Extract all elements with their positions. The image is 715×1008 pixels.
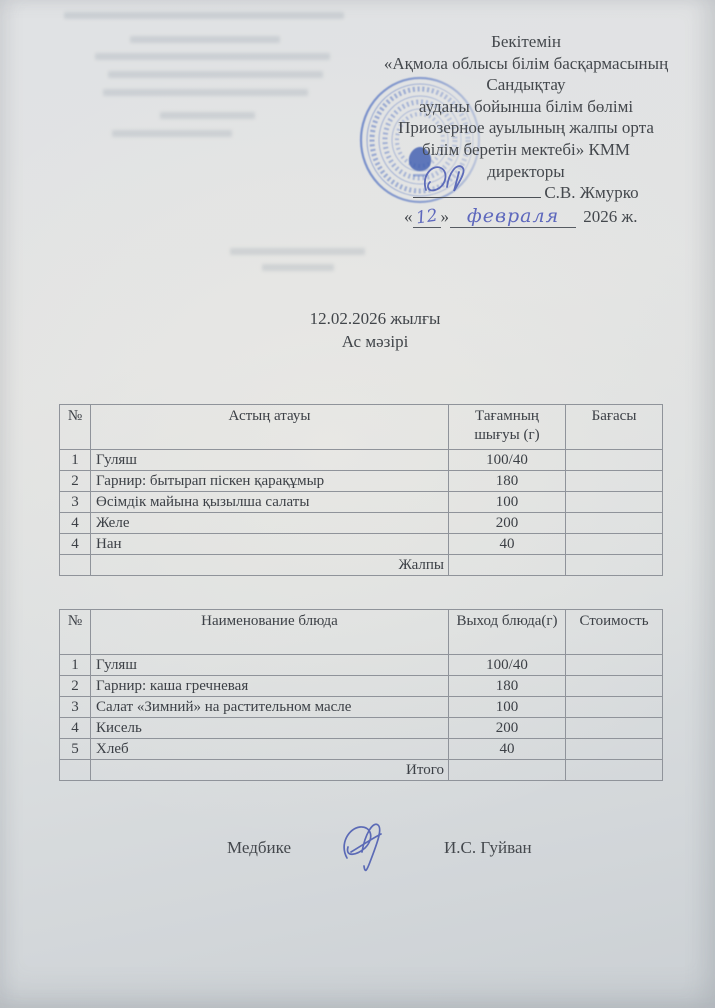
cell-price xyxy=(566,718,663,739)
cell-dish-name: Гарнир: каша гречневая xyxy=(91,676,449,697)
ghost-line xyxy=(230,248,365,255)
cell-row-number: 4 xyxy=(60,534,91,555)
cell-dish-name: Нан xyxy=(91,534,449,555)
menu-table-kazakh xyxy=(59,404,663,576)
cell-portion xyxy=(449,760,566,781)
cell-portion: 40 xyxy=(449,739,566,760)
cell-dish-name: Өсімдік майына қызылша салаты xyxy=(91,492,449,513)
total-label-cell: Жалпы xyxy=(91,555,449,576)
table-header-row xyxy=(60,610,663,655)
cell-price xyxy=(566,676,663,697)
cell-dish-name: Желе xyxy=(91,513,449,534)
director-signature xyxy=(420,160,472,198)
cell-portion xyxy=(449,555,566,576)
date-month-handwritten: февраля xyxy=(466,205,560,227)
table-row xyxy=(60,739,663,760)
approval-line: Сандықтау xyxy=(486,75,566,95)
cell-portion: 100/40 xyxy=(449,450,566,471)
ghost-line xyxy=(130,36,280,43)
date-day-handwritten: 12 xyxy=(414,205,439,229)
cell-price xyxy=(566,697,663,718)
quote-open: « xyxy=(404,207,413,226)
approval-line: ауданы бойынша білім бөлімі xyxy=(418,96,634,116)
cell-dish-name: Салат «Зимний» на растительном масле xyxy=(91,697,449,718)
approval-line: білім беретін мектебі» КММ xyxy=(421,139,631,159)
ghost-line xyxy=(95,53,330,60)
header-cell-dish: Астың атауы xyxy=(91,405,449,450)
ghost-line xyxy=(64,12,344,19)
cell-price xyxy=(566,450,663,471)
cell-portion: 200 xyxy=(449,718,566,739)
cell-portion: 180 xyxy=(449,676,566,697)
table-row xyxy=(60,655,663,676)
cell-portion: 180 xyxy=(449,471,566,492)
title-menu-line: Ас мәзірі xyxy=(341,332,409,351)
table-row xyxy=(60,697,663,718)
table-row xyxy=(60,492,663,513)
cell-price xyxy=(566,492,663,513)
header-cell-price: Бағасы xyxy=(566,405,663,450)
header-cell-portion: Тағамның шығуы (г) xyxy=(449,405,566,450)
header-cell-dish: Наименование блюда xyxy=(91,610,449,655)
date-month-underline xyxy=(450,205,576,228)
cell-price xyxy=(566,555,663,576)
approval-line: Приозерное ауылының жалпы орта xyxy=(398,118,654,138)
table-row xyxy=(60,676,663,697)
nurse-role-label: Медбике xyxy=(227,838,291,857)
quote-close: » xyxy=(440,207,449,226)
cell-row-number xyxy=(60,555,91,576)
approval-block xyxy=(345,31,707,204)
table-row xyxy=(60,718,663,739)
director-signature-line xyxy=(345,182,707,204)
director-name: С.В. Жмурко xyxy=(544,183,639,203)
menu-table-russian xyxy=(59,609,663,781)
cell-row-number: 5 xyxy=(60,739,91,760)
header-cell-number: № xyxy=(60,405,91,450)
table-header-row xyxy=(60,405,663,450)
ghost-line xyxy=(108,71,323,78)
cell-price xyxy=(566,760,663,781)
cell-row-number: 1 xyxy=(60,450,91,471)
cell-row-number: 2 xyxy=(60,676,91,697)
document-title xyxy=(175,307,575,353)
cell-dish-name: Хлеб xyxy=(91,739,449,760)
approval-line: директоры xyxy=(487,161,565,181)
cell-dish-name: Гуляш xyxy=(91,655,449,676)
header-cell-number: № xyxy=(60,610,91,655)
nurse-name: И.С. Гуйван xyxy=(444,838,532,857)
cell-row-number: 2 xyxy=(60,471,91,492)
cell-row-number: 3 xyxy=(60,697,91,718)
cell-price xyxy=(566,471,663,492)
cell-portion: 100/40 xyxy=(449,655,566,676)
cell-dish-name: Гуляш xyxy=(91,450,449,471)
cell-price xyxy=(566,655,663,676)
ghost-line xyxy=(103,89,308,96)
ghost-line xyxy=(112,130,232,137)
approval-line: «Ақмола облысы білім басқармасының xyxy=(383,53,669,73)
date-line xyxy=(404,205,638,228)
total-label-cell: Итого xyxy=(91,760,449,781)
cell-portion: 100 xyxy=(449,492,566,513)
cell-row-number: 3 xyxy=(60,492,91,513)
table-row xyxy=(60,471,663,492)
ghost-line xyxy=(262,264,334,271)
table-row xyxy=(60,450,663,471)
cell-portion: 40 xyxy=(449,534,566,555)
table-row xyxy=(60,534,663,555)
cell-price xyxy=(566,739,663,760)
title-date-line: 12.02.2026 жылғы xyxy=(309,309,441,328)
cell-row-number: 1 xyxy=(60,655,91,676)
table-total-row xyxy=(60,555,663,576)
date-day-underline xyxy=(413,207,441,228)
nurse-signature xyxy=(335,816,389,876)
ghost-line xyxy=(160,112,255,119)
table-row xyxy=(60,513,663,534)
approval-line: Бекітемін xyxy=(491,32,561,51)
cell-dish-name: Гарнир: бытырап піскен қарақұмыр xyxy=(91,471,449,492)
cell-row-number: 4 xyxy=(60,513,91,534)
cell-portion: 200 xyxy=(449,513,566,534)
cell-price xyxy=(566,513,663,534)
cell-price xyxy=(566,534,663,555)
date-year: 2026 ж. xyxy=(583,207,638,226)
cell-row-number: 4 xyxy=(60,718,91,739)
cell-row-number xyxy=(60,760,91,781)
table-total-row xyxy=(60,760,663,781)
cell-portion: 100 xyxy=(449,697,566,718)
header-cell-price: Стоимость xyxy=(566,610,663,655)
header-cell-portion: Выход блюда(г) xyxy=(449,610,566,655)
cell-dish-name: Кисель xyxy=(91,718,449,739)
